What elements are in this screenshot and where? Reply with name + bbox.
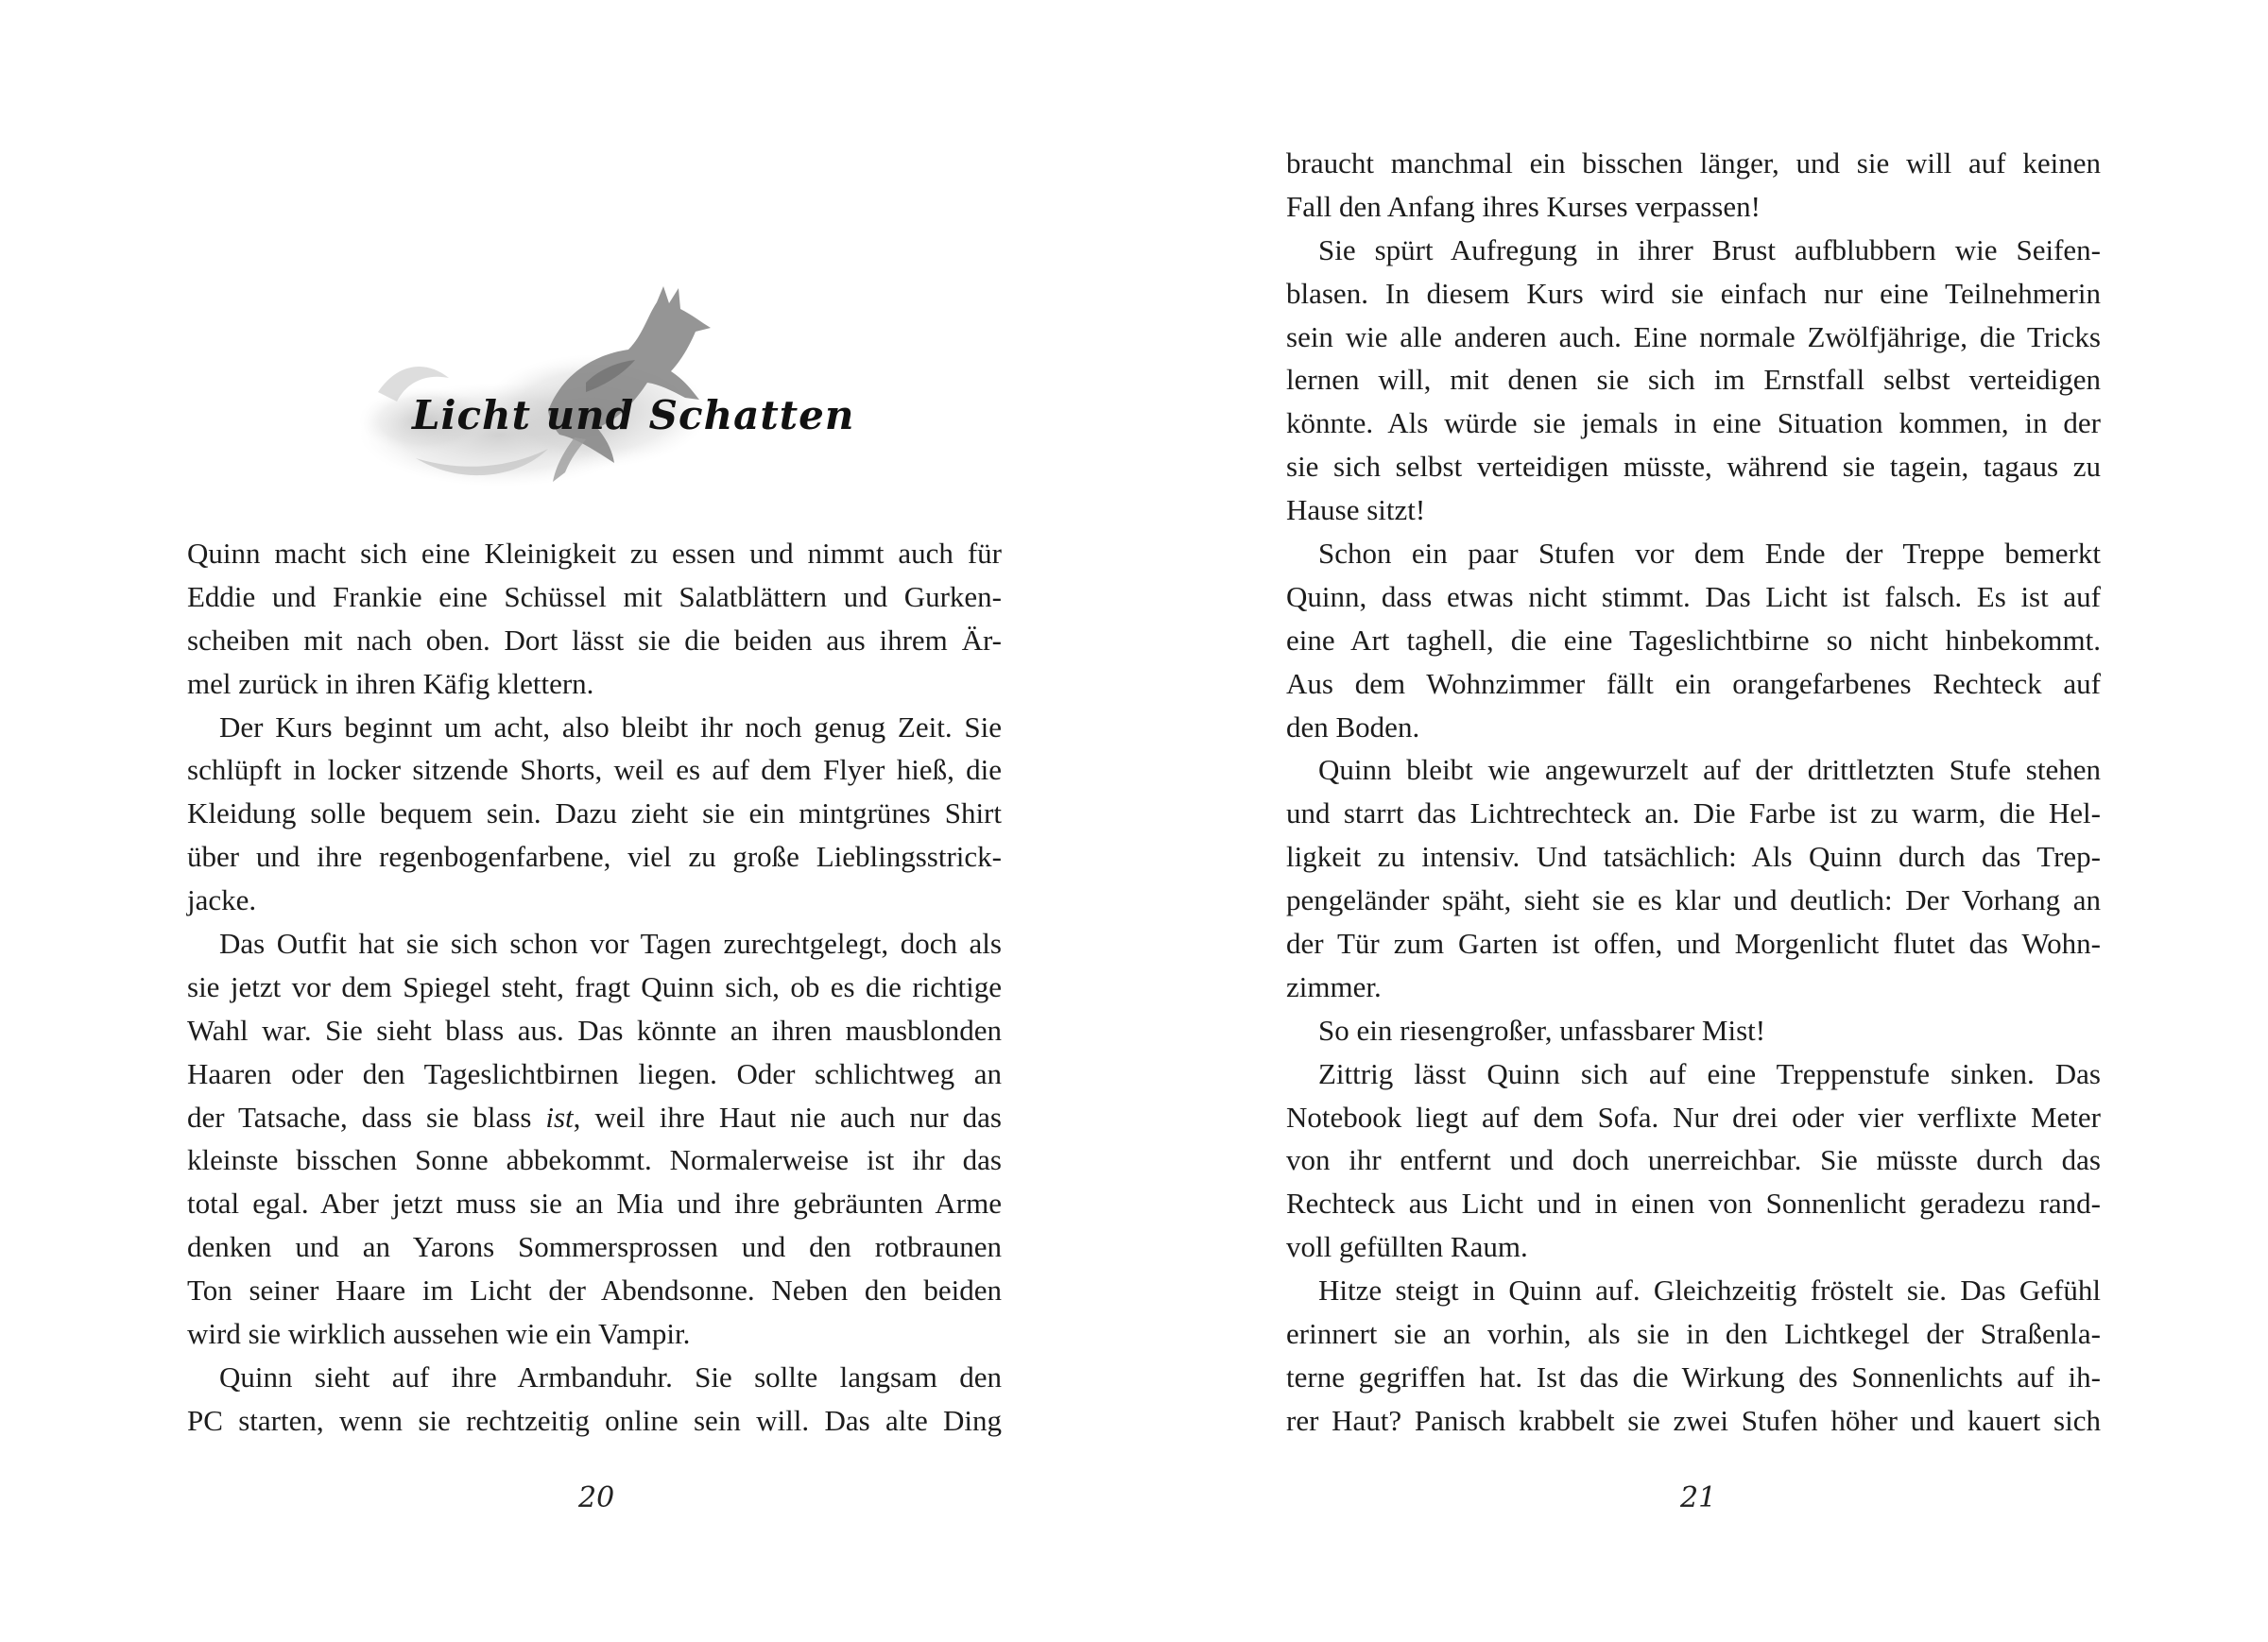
- text-line: sie sich selbst verteidigen müsste, während sie tagein, tagaus zu: [1286, 450, 2101, 484]
- text-line: Kleidung solle bequem sein. Dazu zieht sie ein mintgrünes Shirt: [187, 796, 1002, 830]
- text-line: denken und an Yarons Sommersprossen und den rotbraunen: [187, 1230, 1002, 1264]
- text-line: Rechteck aus Licht und in einen von Sonnenlicht geradezu rand-: [1286, 1187, 2101, 1221]
- text-line: Haaren oder den Tageslichtbirnen liegen. Oder schlichtweg an: [187, 1056, 1002, 1090]
- text-line: Sie spürt Aufregung in ihrer Brust aufblubbern wie Seifen-: [1318, 232, 2101, 266]
- text-line: Quinn bleibt wie angewurzelt auf der drittletzten Stufe stehen: [1318, 753, 2101, 787]
- text-line: über und ihre regenbogenfarbene, viel zu große Lieblingsstrick-: [187, 840, 1002, 874]
- text-line: Quinn macht sich eine Kleinigkeit zu essen und nimmt auch für: [187, 537, 1002, 570]
- text-line: ligkeit zu intensiv. Und tatsächlich: Als Quinn durch das Trep-: [1286, 840, 2101, 874]
- text-line: erinnert sie an vorhin, als sie in den Lichtkegel der Straßenla-: [1286, 1317, 2101, 1351]
- text-line: rer Haut? Panisch krabbelt sie zwei Stufen höher und kauert sich: [1286, 1403, 2101, 1437]
- text-line: So ein riesengroßer, unfassbarer Mist!: [1318, 1013, 1766, 1047]
- wolf-silhouette-icon: [359, 269, 832, 496]
- text-line: Quinn, dass etwas nicht stimmt. Das Licht ist falsch. Es ist auf: [1286, 579, 2101, 613]
- chapter-title: Licht und Schatten: [412, 392, 855, 438]
- text-line: terne gegriffen hat. Ist das die Wirkung des Sonnenlichts auf ih-: [1286, 1360, 2101, 1394]
- text-line: sein wie alle anderen auch. Eine normale Zwölfjährige, die Tricks: [1286, 319, 2101, 353]
- page-number-right: 21: [1680, 1481, 1717, 1514]
- right-page: [1134, 0, 2268, 1642]
- text-line: Zittrig lässt Quinn sich auf eine Treppenstufe sinken. Das: [1318, 1056, 2101, 1090]
- text-line: Der Kurs beginnt um acht, also bleibt ihr noch genug Zeit. Sie: [219, 710, 1002, 744]
- text-line: Hause sitzt!: [1286, 493, 1426, 527]
- chapter-header: [359, 269, 855, 496]
- text-line: lernen will, mit denen sie sich im Ernstfall selbst verteidigen: [1286, 363, 2101, 397]
- text-line: Hitze steigt in Quinn auf. Gleichzeitig fröstelt sie. Das Gefühl: [1318, 1274, 2101, 1308]
- left-page-body: [187, 532, 1002, 1443]
- text-line: Notebook liegt auf dem Sofa. Nur drei oder vier verflixte Meter: [1286, 1100, 2101, 1134]
- text-line: Aus dem Wohnzimmer fällt ein orangefarbenes Rechteck auf: [1286, 666, 2101, 700]
- text-line: zimmer.: [1286, 969, 1382, 1003]
- text-line: wird sie wirklich aussehen wie ein Vampir.: [187, 1317, 691, 1351]
- text-line: der Tür zum Garten ist offen, und Morgenlicht flutet das Wohn-: [1286, 927, 2101, 961]
- text-line: kleinste bisschen Sonne abbekommt. Normalerweise ist ihr das: [187, 1143, 1002, 1177]
- text-line: Eddie und Frankie eine Schüssel mit Salatblättern und Gurken-: [187, 579, 1002, 613]
- text-line: schlüpft in locker sitzende Shorts, weil es auf dem Flyer hieß, die: [187, 753, 1002, 787]
- text-line: blasen. In diesem Kurs wird sie einfach nur eine Teilnehmerin: [1286, 276, 2101, 310]
- text-line: pengeländer späht, sieht sie es klar und deutlich: Der Vorhang an: [1286, 883, 2101, 917]
- text-line: Schon ein paar Stufen vor dem Ende der Treppe bemerkt: [1318, 537, 2101, 571]
- text-line: Das Outfit hat sie sich schon vor Tagen zurechtgelegt, doch als: [219, 927, 1002, 961]
- text-line: voll gefüllten Raum.: [1286, 1230, 1528, 1264]
- text-line: total egal. Aber jetzt muss sie an Mia und ihre gebräunten Arme: [187, 1187, 1002, 1221]
- text-line: von ihr entfernt und doch unerreichbar. Sie müsste durch das: [1286, 1143, 2101, 1177]
- text-line: scheiben mit nach oben. Dort lässt sie die beiden aus ihrem Är-: [187, 623, 1002, 657]
- text-line: Ton seiner Haare im Licht der Abendsonne. Neben den beiden: [187, 1274, 1002, 1308]
- text-line: könnte. Als würde sie jemals in eine Situation kommen, in der: [1286, 406, 2101, 440]
- text-line: den Boden.: [1286, 710, 1420, 744]
- page-number-left: 20: [578, 1481, 615, 1514]
- right-page-body: [1286, 142, 2101, 1443]
- text-line: Fall den Anfang ihres Kurses verpassen!: [1286, 189, 1761, 223]
- text-line: eine Art taghell, die eine Tageslichtbirne so nicht hinbekommt.: [1286, 623, 2101, 657]
- text-line: sie jetzt vor dem Spiegel steht, fragt Quinn sich, ob es die richtige: [187, 969, 1002, 1003]
- text-line: Quinn sieht auf ihre Armbanduhr. Sie sollte langsam den: [219, 1360, 1002, 1394]
- text-line: mel zurück in ihren Käfig klettern.: [187, 666, 594, 700]
- text-line: jacke.: [187, 883, 257, 917]
- text-line: PC starten, wenn sie rechtzeitig online sein will. Das alte Ding: [187, 1403, 1002, 1437]
- text-line: der Tatsache, dass sie blass ist, weil ihre Haut nie auch nur das: [187, 1100, 1002, 1134]
- text-line: Wahl war. Sie sieht blass aus. Das könnte an ihren mausblonden: [187, 1013, 1002, 1047]
- text-line: braucht manchmal ein bisschen länger, und sie will auf keinen: [1286, 146, 2101, 180]
- emphasis: ist: [545, 1100, 574, 1134]
- text-line: und starrt das Lichtrechteck an. Die Farbe ist zu warm, die Hel-: [1286, 796, 2101, 830]
